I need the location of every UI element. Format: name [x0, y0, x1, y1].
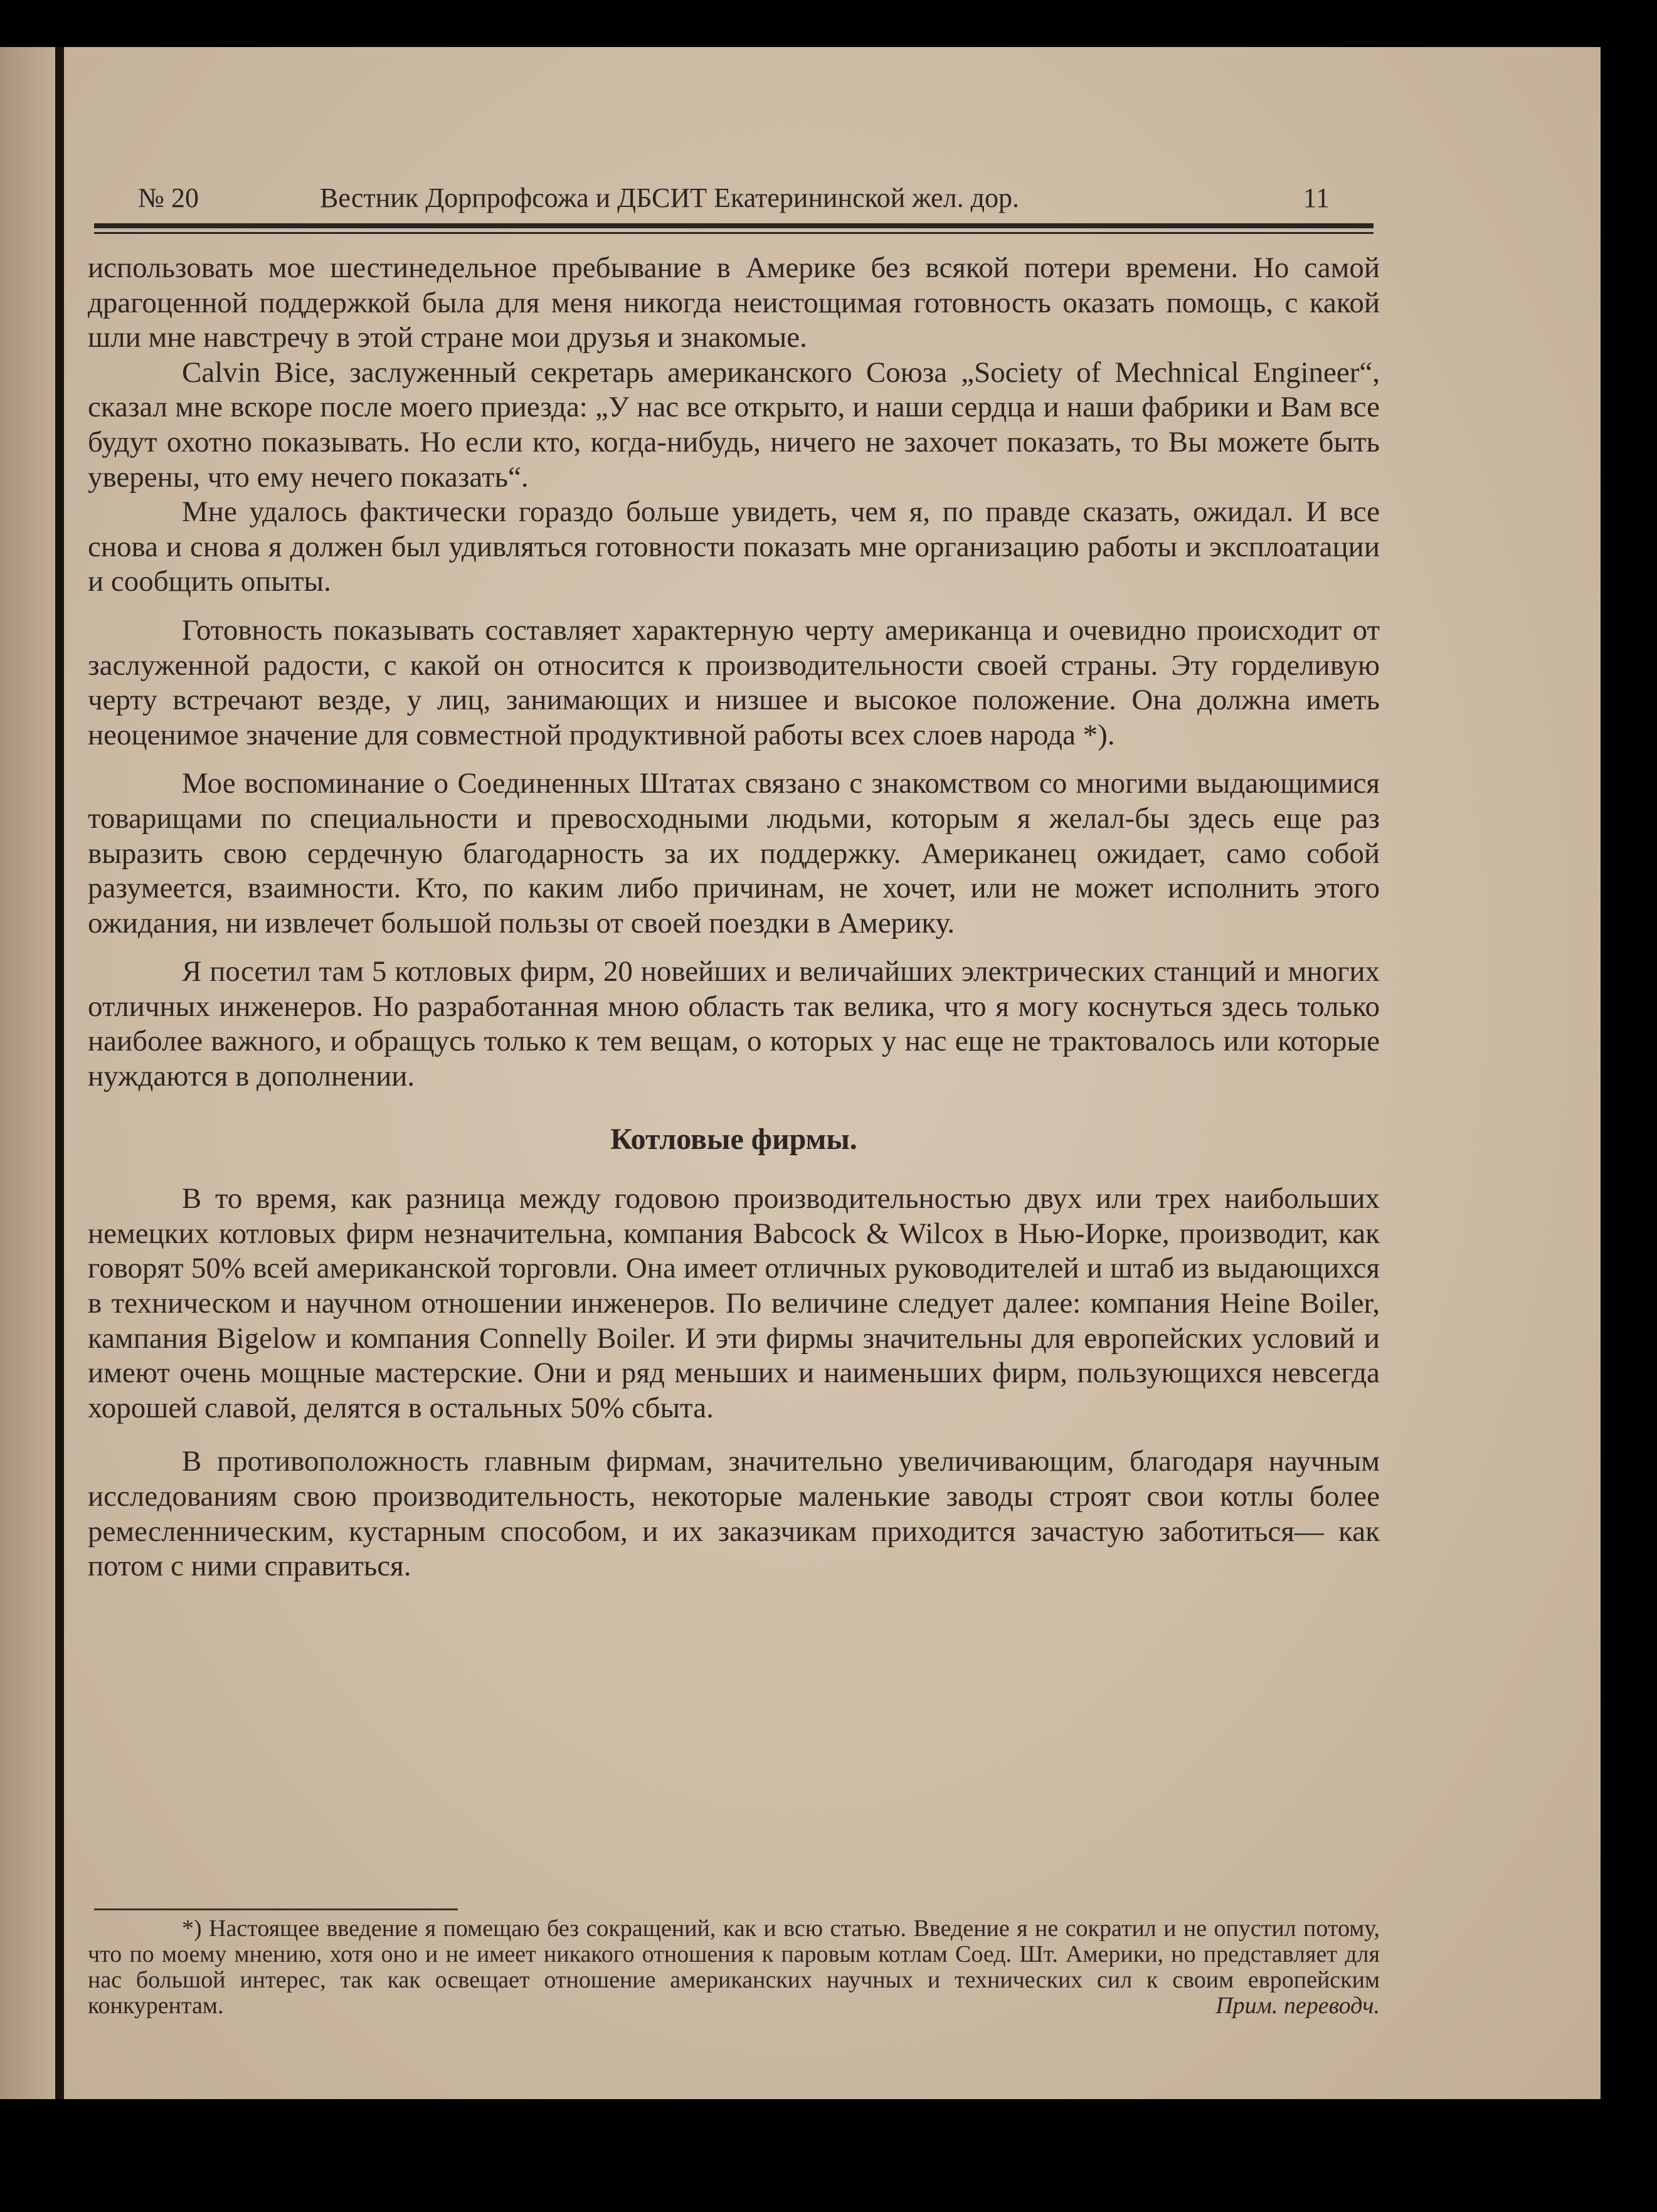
footnote-separator: [94, 1908, 458, 1910]
page-number: 11: [1303, 183, 1330, 213]
section-heading: Котловые фирмы.: [610, 1122, 857, 1156]
header-rule-thick: [94, 223, 1374, 228]
binding-edge: [0, 47, 55, 2099]
running-header: [94, 182, 1374, 226]
footnote-signature: Прим. переводч.: [1215, 1992, 1380, 2019]
issue-number: № 20: [138, 183, 199, 213]
paragraph: Мне удалось фактически гораздо больше увидеть, чем я, по правде сказать, ожидал. И все снова и снова я должен был удивляться готовности показать мне организацию работы и эксплоатации и сообщить опыты.: [88, 495, 1380, 598]
binding-spine-line: [55, 47, 64, 2099]
journal-title: Вестник Дорпрофсожа и ДБСИТ Екатерининской жел. дор.: [320, 183, 1019, 213]
paragraph: использовать мое шестинедельное пребывание в Америке без всякой потери времени. Но самой драгоценной поддержкой была для меня никогда неистощимая готовность оказать помощь, с какой шли мне навстречу в этой стране мои друзья и знакомые.: [88, 251, 1380, 354]
footnote-text: *) Настоящее введение я помещаю без сокращений, как и всю статью. Введение я не сократил и не опустил потому, что по моему мнению, хотя оно и не имеет никакого отношения к паровым котлам Соед. Шт. Америки, но представляет для нас большой интерес, так как освещает отношение американских научных и технических сил к своим европейским конкурентам.: [88, 1915, 1380, 2019]
paragraph: В противоположность главным фирмам, значительно увеличивающим, благодаря научным исследованиям свою производительность, некоторые маленькие заводы строят свои котлы более ремесленническим, кустарным способом, и их заказчикам приходится зачастую заботиться— как потом с ними справиться.: [88, 1445, 1380, 1583]
paragraph: Мое воспоминание о Соединенных Штатах связано с знакомством со многими выдающимися товарищами по специальности и превосходными людьми, которым я желал-бы здесь еще раз выразить свою сердечную благодарность за их поддержку. Американец ожидает, само собой разумеется, взаимности. Кто, по каким либо причинам, не хочет, или не может исполнить этого ожидания, ни извлечет большой пользы от своей поездки в Америку.: [88, 767, 1380, 939]
paragraph: В то время, как разница между годовою производительностью двух или трех наибольших немецких котловых фирм незначительна, компания Babcock & Wilcox в Нью-Иорке, производит, как говорят 50% всей американской торговли. Она имеет отличных руководителей и штаб из выдающихся в техническом и научном отношении инженеров. По величине следует далее: компания Heine Boiler, кампания Bigelow и компания Connelly Boiler. И эти фирмы значительны для европейских условий и имеют очень мощные мастерские. Они и ряд меньших и наименьших фирм, пользующихся невсегда хорошей славой, делятся в остальных 50% сбыта.: [88, 1182, 1380, 1424]
paragraph: Calvin Bice, заслуженный секретарь американского Союза „Society of Mechnical Engineer“, сказал мне вскоре после моего приезда: „У нас все открыто, и наши сердца и наши фабрики и Вам все будут охотно показывать. Но если кто, когда-нибудь, ничего не захочет показать, то Вы можете быть уверены, что ему нечего показать“.: [88, 356, 1380, 494]
header-rule-thin: [94, 232, 1374, 234]
paragraph: Готовность показывать составляет характерную черту американца и очевидно происходит от заслуженной радости, с какой он относится к производительности своей страны. Эту горделивую черту встречают везде, у лиц, занимающих и низшее и высокое положение. Она должна иметь неоценимое значение для совместной продуктивной работы всех слоев народа *).: [88, 613, 1380, 751]
paragraph: Я посетил там 5 котловых фирм, 20 новейших и величайших электрических станций и многих отличных инженеров. Но разработанная мною область так велика, что я могу коснуться здесь только наиболее важного, и обращусь только к тем вещам, о которых у нас еще не трактовалось или которые нуждаются в дополнении.: [88, 955, 1380, 1093]
footnote: [88, 1916, 1380, 2019]
article-body: [88, 251, 1380, 1584]
